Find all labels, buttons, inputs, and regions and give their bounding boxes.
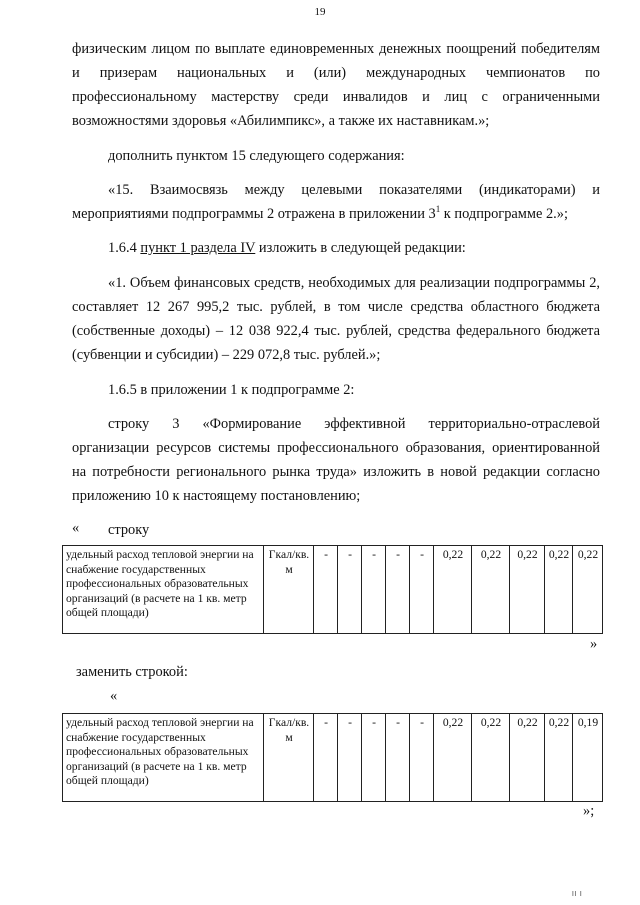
value-cell: -	[386, 546, 410, 634]
value-cell: -	[362, 546, 386, 634]
paragraph-1: физическим лицом по выплате единовременных денежных поощрений победителям и призерам национальных и (или) международных чемпионатов по профессиональному мастерству среди инвалидов и лиц с ограниченными возможностями здоровья «Абилимпикс», а также их наставникам.»;	[72, 41, 600, 129]
page-number: 19	[314, 6, 326, 18]
paragraph-3-tail: к подпрограмме 2.»;	[440, 206, 568, 222]
table-new-row	[62, 713, 603, 802]
value-cell: -	[338, 714, 362, 802]
value-cell: 0,19	[573, 714, 603, 802]
table-row	[63, 546, 603, 634]
paragraph-3-text: «15. Взаимосвязь между целевыми показателями (индикаторами) и мероприятиями подпрограммы 2 отражена в приложении 3	[72, 182, 600, 222]
paragraph-4-tail: изложить в следующей редакции:	[255, 240, 466, 256]
replace-text	[76, 660, 604, 684]
paragraph-4-prefix: 1.6.4	[108, 240, 141, 256]
section-reference-link[interactable]: пункт 1 раздела IV	[140, 240, 256, 256]
value-cell: 0,22	[510, 714, 545, 802]
value-cell: 0,22	[434, 714, 472, 802]
value-cell: 0,22	[472, 546, 510, 634]
open-quote-2: «	[110, 688, 118, 704]
close-quote-1: »	[590, 636, 598, 652]
corner-mark: ıı ı	[571, 889, 582, 899]
value-cell: -	[410, 714, 434, 802]
value-cell: 0,22	[510, 546, 545, 634]
unit-cell: Гкал/кв. м	[264, 714, 314, 802]
body-text	[72, 37, 600, 542]
value-cell: -	[410, 546, 434, 634]
value-cell: 0,22	[545, 714, 573, 802]
paragraph-7: строку 3 «Формирование эффективной территориально-отраслевой организации ресурсов системы профессионального образования, ориентированной на потребности регионального рынка труда» изложить в новой редакции согласно приложению 10 к настоящему постановлению;	[72, 416, 600, 504]
paragraph-5: «1. Объем финансовых средств, необходимых для реализации подпрограммы 2, составляет 12 267 995,2 тыс. рублей, в том числе средства областного бюджета (собственные доходы) – 12 038 922,4 тыс. рублей, средства федерального бюджета (субвенции и субсидии) – 229 072,8 тыс. рублей.»;	[72, 275, 600, 363]
paragraph-2: дополнить пунктом 15 следующего содержания:	[108, 148, 405, 164]
paragraph-3	[72, 178, 600, 226]
paragraph-9: заменить строкой:	[76, 664, 188, 680]
paragraph-8: строку	[108, 522, 150, 538]
value-cell: 0,22	[434, 546, 472, 634]
paragraph-6: 1.6.5 в приложении 1 к подпрограмме 2:	[108, 382, 355, 398]
value-cell: 0,22	[545, 546, 573, 634]
value-cell: -	[338, 546, 362, 634]
indicator-description: удельный расход тепловой энергии на снабжение государственных профессиональных образовательных организаций (в расчете на 1 кв. метр общей площади)	[63, 546, 264, 634]
value-cell: -	[386, 714, 410, 802]
unit-cell: Гкал/кв. м	[264, 546, 314, 634]
value-cell: -	[314, 714, 338, 802]
value-cell: 0,22	[472, 714, 510, 802]
value-cell: -	[362, 714, 386, 802]
indicator-description: удельный расход тепловой энергии на снабжение государственных профессиональных образовательных организаций (в расчете на 1 кв. метр общей площади)	[63, 714, 264, 802]
value-cell: -	[314, 546, 338, 634]
paragraph-4	[72, 236, 600, 260]
table-old-row	[62, 545, 603, 634]
table-row	[63, 714, 603, 802]
close-quote-2: »;	[583, 803, 595, 819]
open-quote-1: «	[72, 520, 80, 536]
value-cell: 0,22	[573, 546, 603, 634]
superscript: 1	[435, 204, 441, 215]
